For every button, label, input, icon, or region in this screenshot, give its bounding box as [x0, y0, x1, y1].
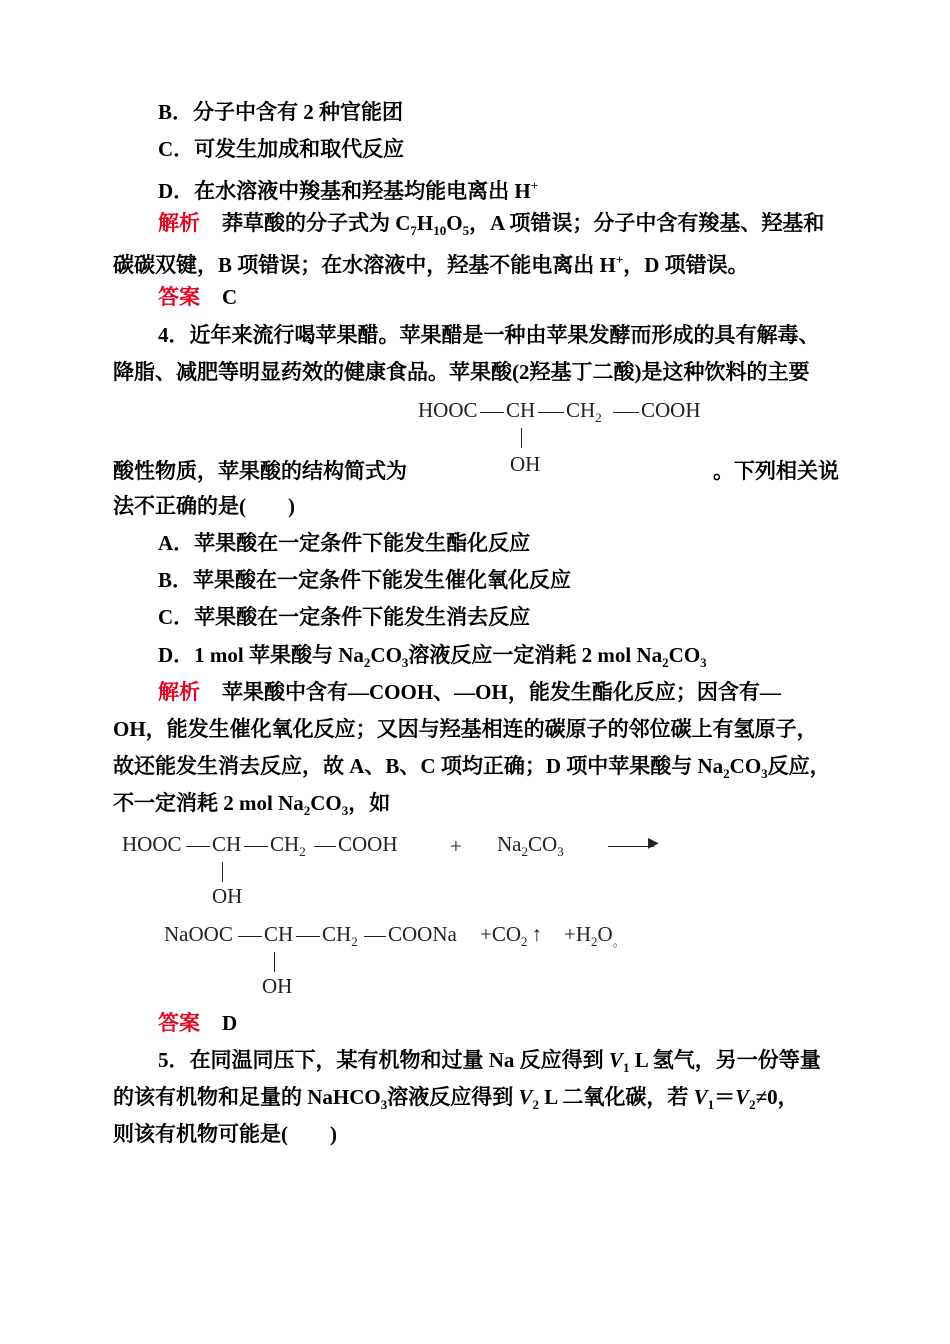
q3-option-c: C．可发生加成和取代反应: [158, 137, 405, 161]
q4-answer: [158, 1008, 237, 1038]
q4-stem-line4: 法不正确的是( ): [113, 494, 295, 518]
malic-acid-structure: HOOC CH $CH_2$ COOH OH: [418, 398, 701, 476]
answer-value: D: [222, 1011, 238, 1035]
q4-analysis-line4: 不一定消耗 2 mol $Na_2CO_3$，如: [113, 791, 391, 819]
q5-stem-line3: 则该有机物可能是( ): [113, 1122, 337, 1146]
q4-stem-line1: 4．近年来流行喝苹果醋。苹果醋是一种由苹果发酵而形成的具有解毒、: [158, 323, 820, 347]
analysis-label: 解析: [158, 680, 200, 704]
q3-option-d: D．在水溶液中羧基和羟基均能电离出 H+: [158, 178, 539, 203]
q4-option-d: D．1 mol 苹果酸与 $Na_2CO_3$溶液反应一定消耗 2 mol $Na_2CO_3$: [158, 643, 707, 671]
q4-option-b: B．苹果酸在一定条件下能发生催化氧化反应: [158, 568, 572, 592]
q4-stem-line3-right: 。下列相关说: [713, 459, 839, 483]
answer-label: 答案: [158, 1011, 200, 1035]
q4-analysis-line3: 故还能发生消去反应，故 A、B、C 项均正确；D 项中苹果酸与 $Na_2CO_3$反应，: [113, 754, 831, 782]
reaction-equation: HOOC CH $CH_2$ COOH OH + $Na_2CO_3$ ▶ NaOOC CH $CH_2$ COONa OH $+CO_2$ ↑ $+H_2O_。$: [122, 832, 659, 998]
q3-option-b: B．分子中含有 2 种官能团: [158, 100, 404, 124]
answer-value: C: [222, 285, 238, 309]
q4-stem-line3-left: 酸性物质，苹果酸的结构简式为: [113, 459, 407, 483]
q4-option-a: A．苹果酸在一定条件下能发生酯化反应: [158, 531, 531, 555]
q3-answer: [158, 282, 237, 312]
analysis-label: 解析: [158, 211, 200, 235]
q5-stem-line1: 5．在同温同压下，某有机物和过量 Na 反应得到 $V_1$ L 氢气，另一份等量: [158, 1048, 821, 1076]
q4-stem-line2: 降脂、减肥等明显药效的健康食品。苹果酸(2羟基丁二酸)是这种饮料的主要: [113, 360, 810, 384]
q4-analysis-line1: 解析 苹果酸中含有—COOH、—OH，能发生酯化反应；因含有—: [158, 680, 781, 704]
q3-analysis-line1: 解析 莽草酸的分子式为 $C_7H_{10}O_5$，A 项错误；分子中含有羧基、羟基和: [158, 211, 825, 239]
q5-stem-line2: 的该有机物和足量的 NaHCO$_3$溶液反应得到 $V_2$ L 二氧化碳，若 $V_1=V_2\ne 0$，: [113, 1085, 799, 1113]
answer-label: 答案: [158, 285, 200, 309]
q3-analysis-line2: 碳碳双键，B 项错误；在水溶液中，羟基不能电离出 H+，D 项错误。: [113, 252, 749, 277]
q4-analysis-line2: OH，能发生催化氧化反应；又因与羟基相连的碳原子的邻位碳上有氢原子，: [113, 717, 818, 741]
q4-option-c: C．苹果酸在一定条件下能发生消去反应: [158, 605, 531, 629]
